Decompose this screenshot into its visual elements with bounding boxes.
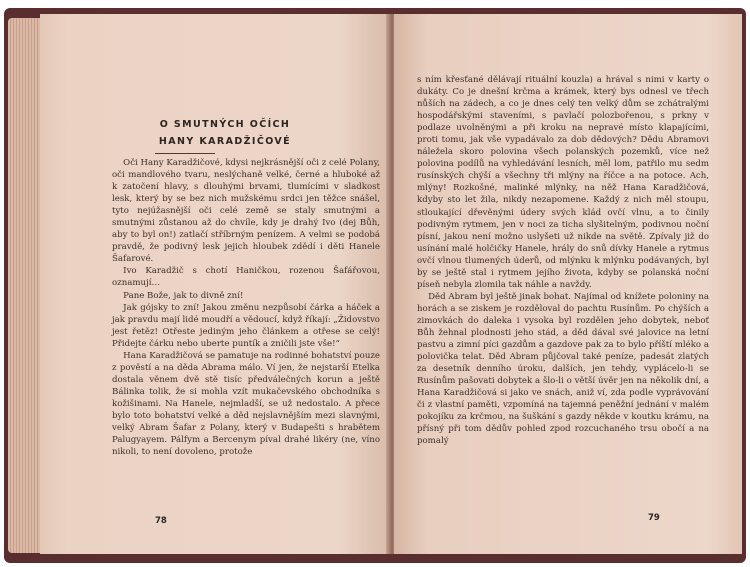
- title-rule: [155, 153, 215, 154]
- paragraph: Hana Karadžičová se pamatuje na rodinné bohatství pouze z pověstí a na děda Abrama málo. Ví jen, že nejstarší Etelka dostala věnem dvě stě tisíc předválečných korun a ještě Bálinka tolik, že si mohla vzít mukačevského obchodníka s kožišinami. Na Hanele, nejmladší, se už nedostalo. A přece bylo toto bohatství velké a děd nejslavnějším mezi slavnými, velký Abram Šafar z Polany, který v Budapešti s hrabětem Palugyayem. Pálfym a Bercenym píval drahé likéry (ne, víno nikoli, to není dovoleno, protože: [112, 350, 380, 458]
- left-page: [40, 14, 390, 554]
- page-number-right: 79: [648, 513, 660, 523]
- right-page: [394, 14, 742, 554]
- paragraph: Ivo Karadžič s chotí Haničkou, rozenou Šafářovou, oznamují…: [112, 266, 380, 289]
- paragraph: Oči Hany Karadžičové, kdysi nejkrásnější oči z celé Polany, oči mandlového tvaru, neslýchaně velké, černé a hluboké až k zatočení hlavy, s dlouhými brvami, tlumícími v sladkost lesk, který by se bez nich mužskému srdci jen těžce snášel, tyto nejúžasnější oči celé země se staly smutnými a smutnými zůstanou až do chvíle, kdy je drahý Ivo (dej Bůh, aby to byl on!) zatlačí stříbrným penízem. A velmi se podobá pravdě, že podivný lesk jejich hloubek zdědí i děti Hanele Šafarové.: [112, 158, 380, 265]
- chapter-title-line1: O SMUTNÝCH OČÍCH: [159, 119, 291, 130]
- paragraph: Jak gójsky to zní! Jakou změnu nezpůsobí čárka a háček a jak pravdu mají lidé moudří a vědoucí, když říkají: „Židovstvo jest řetěz! Otřeste jediným jeho článkem a otřese se celý! Přidejte čárku nebo uberte puntík a zničili jste vše!“: [112, 302, 380, 349]
- right-page-text: [417, 74, 709, 447]
- paragraph: s ním křesťané dělávají rituální kouzla) a hrával s nimi v karty o dukáty. Co je dnešní krčma a krámek, který bys odnesl ve třech nůších na zádech, a co je dnes celý ten velký dům se zchátralými hospodářskými staveními, s pavlačí polozbořenou, s prkny v podlaze uvolněnými a při kroku na nepravé místo klapajícími, proti tomu, jak vše vypadávalo za dob dědových? Dědu Abramovi náležela skoro polovina všech polanských pozemků, více než polovina podílů na vyhledávání lesních, měl lom, patřilo mu sedm rusínských chýší a všechny tři mlýny na říčce a na potoce. Ach, mlýny! Rozkošné, malinké mlýnky, na něž Hana Karadžičová, kdyby sto let žila, nikdy nezapomene. Každý z nich měl stoupu, stloukající dřevěnými údery svých klád ovčí vlnu, a to činily podivným rytmem, jen v noci za ticha slyšitelným, podivnou noční písní, jakou není možno uslyšeti už nikde na světě. Zpívaly již do usínání malé holčičky Hanele, hrály do snů dívky Hanele a rytmus ovčí vlnou tlumených úderů, od mlýnku k mlýnku podávaných, byl by se ještě stal i rytmem jejího života, kdyby se polanská noční píseň nebyla zlomila tak náhle a navždy.: [417, 75, 709, 290]
- paragraph: Pane Bože, jak to divně zní!: [123, 290, 244, 301]
- paragraph: Děd Abram byl ještě jinak bohat. Najímal od knížete poloniny na horách a se ziskem je rozděloval do pachtu Rusínům. Po chýších a zimovkách do daleka i vysoka byl rozdělen jeho dobytek, neboť Bůh žehnal plodnosti jeho stád, a děd dával své jalovice na letní pastvu a zimní píci gazdům a gazdove pak za to bylo příští mléko a polovička telat. Děd Abram půjčoval také peníze, padesát zlatých za desetník denního úroku, dalších, jen tehdy, vyplácelo-li se Rusínům pašovati dobytek a šlo-li o větší úvěr jen na několik dní, a Hana Karadžičová si jako ve snách, aniž ví, zda podle vyprávování či z vlastní paměti, vzpomíná na tajemná peněžní jednání v malém pokojíku za krčmou, na šuškání s gazdy někde v koutku krámu, na přísný při tom dědův pohled zpod rozcuchaného trsu obočí a na pomalý: [417, 291, 709, 447]
- chapter-title-line2: HANY KARADŽIČOVÉ: [158, 136, 292, 147]
- left-page-text: [112, 157, 380, 458]
- page-number-left: 78: [155, 516, 167, 526]
